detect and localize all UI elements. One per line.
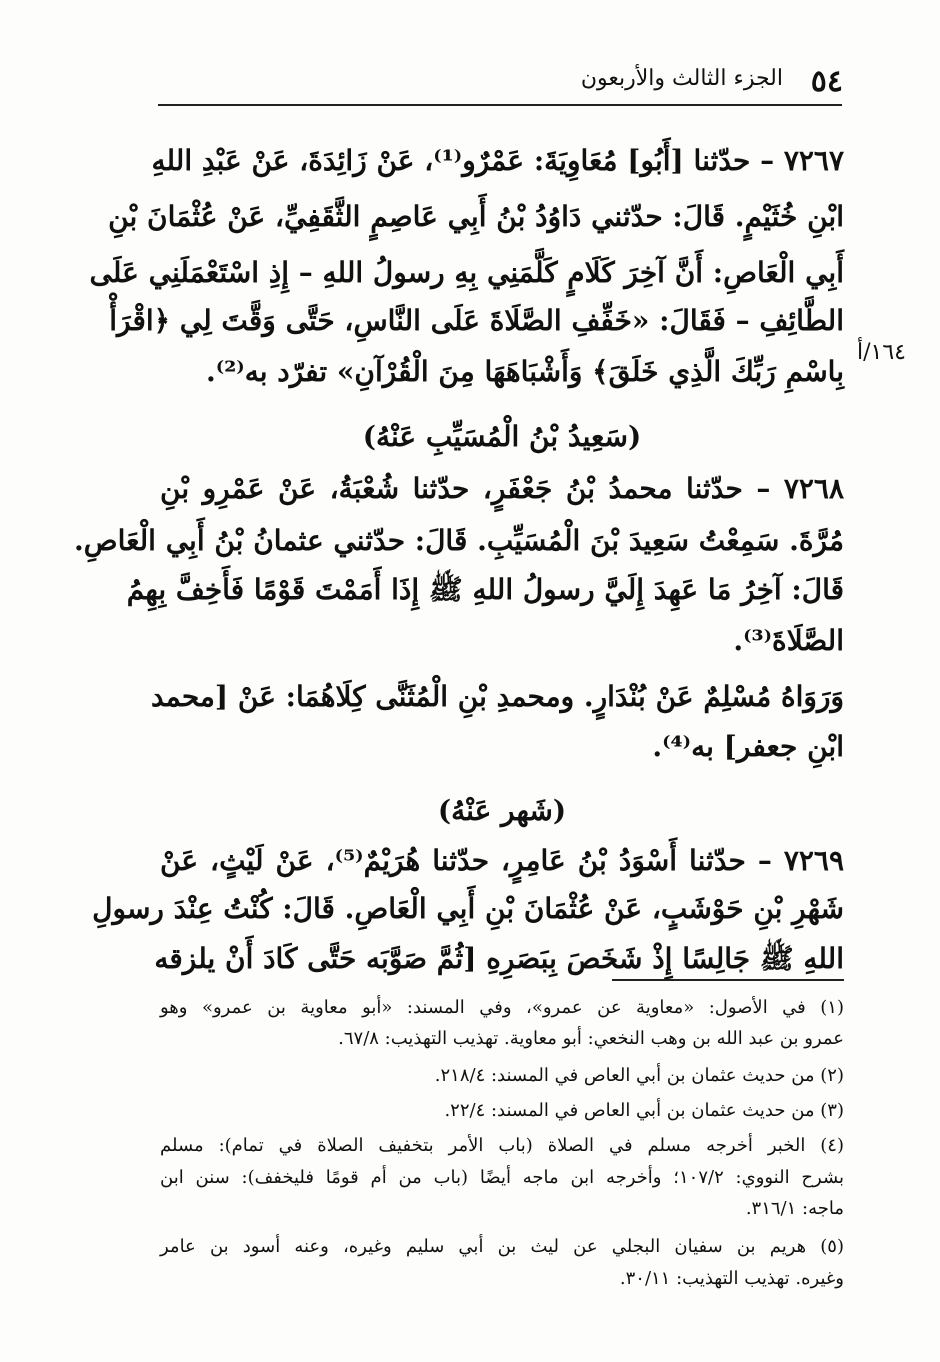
footnote-line: وغيره. تهذيب التهذيب: ٣٠/١١.: [619, 1268, 844, 1289]
hadith-7268-line: ٧٢٦٨ – حدّثنا محمدُ بْنُ جَعْفَرٍ، حدّثنا شُعْبَةُ، عَنْ عَمْرِو بْنِ: [160, 472, 844, 505]
running-title: الجزء الثالث والأربعون: [580, 66, 783, 91]
section-heading-said: (سَعِيدُ بْنُ الْمُسَيِّبِ عَنْهُ): [362, 420, 642, 453]
header-rule: [158, 104, 842, 106]
hadith-7269-line: شَهْرِ بْنِ حَوْشَبٍ، عَنْ عُثْمَانَ بْنِ أَبِي الْعَاصِ. قَالَ: كُنْتُ عِنْدَ رسولِ: [92, 892, 844, 925]
page-number: ٥٤: [810, 64, 843, 99]
hadith-7268-line: مُرَّةَ. سَمِعْتُ سَعِيدَ بْنَ الْمُسَيِّبِ. قَالَ: حدّثني عثمانُ بْنُ أَبِي الْعَاصِ.: [74, 524, 844, 557]
riwaya-line: وَرَوَاهُ مُسْلِمٌ عَنْ بُنْدَارٍ. ومحمدِ بْنِ الْمُثَنَّى كِلَاهُمَا: عَنْ [محمد: [150, 680, 844, 713]
section-heading-shahr: (شَهر عَنْهُ): [437, 794, 567, 827]
footnote-line: (٤) الخبر أخرجه مسلم في الصلاة (باب الأمر بتخفيف الصلاة في تمام): مسلم: [160, 1135, 844, 1156]
manuscript-folio-note: ١٦٤/أ: [857, 340, 906, 365]
hadith-7268-line: قَالَ: آخِرُ مَا عَهِدَ إِلَيَّ رسولُ اللهِ ﷺ إِذَا أَمَمْتَ قَوْمًا فَأَخِفَّ بِهِمُ: [126, 573, 844, 606]
hadith-7269-line: ٧٢٦٩ – حدّثنا أَسْوَدُ بْنُ عَامِرٍ، حدّثنا هُرَيْمٌ⁽⁵⁾، عَنْ لَيْثٍ، عَنْ: [160, 844, 844, 877]
hadith-7267-line: الطَّائِفِ – فَقَالَ: «خَفِّفِ الصَّلَاةَ عَلَى النَّاسِ، حَتَّى وَقَّتَ لِي ﴿اقْرَأْ: [109, 304, 844, 337]
hadith-7267-line: ابْنِ خُثَيْمٍ. قَالَ: حدّثني دَاوُدُ بْنُ أَبِي عَاصِمٍ الثَّقَفِيِّ، عَنْ عُثْمَانَ بْنِ: [108, 200, 844, 233]
footnote-rule: [612, 979, 844, 981]
page-header: [160, 62, 843, 102]
riwaya-line: ابْنِ جعفر] به⁽⁴⁾.: [652, 730, 844, 763]
footnote-line: بشرح النووي: ١٠٧/٢؛ وأخرجه ابن ماجه أيضًا (باب من أم قومًا فليخفف): سنن ابن: [160, 1167, 845, 1188]
hadith-7268-line: الصَّلَاةَ⁽³⁾.: [733, 624, 844, 657]
hadith-7267-line: ٧٢٦٧ – حدّثنا [أَبُو] مُعَاوِيَةَ: عَمْرٌو⁽¹⁾، عَنْ زَائِدَةَ، عَنْ عَبْدِ اللهِ: [151, 144, 844, 177]
footnote-line: (١) في الأصول: «معاوية عن عمرو»، وفي المسند: «أبو معاوية بن عمرو» وهو: [160, 997, 844, 1018]
footnote-line: (٢) من حديث عثمان بن أبي العاص في المسند: ٢١٨/٤.: [434, 1065, 844, 1086]
footnote-line: (٥) هريم بن سفيان البجلي عن ليث بن أبي سليم وغيره، وعنه أسود بن عامر: [160, 1236, 844, 1257]
footnote-line: عمرو بن عبد الله بن وهب النخعي: أبو معاوية. تهذيب التهذيب: ٦٧/٨.: [338, 1028, 844, 1049]
footnote-line: (٣) من حديث عثمان بن أبي العاص في المسند: ٢٢/٤.: [444, 1100, 844, 1121]
hadith-7269-line: اللهِ ﷺ جَالِسًا إِذْ شَخَصَ بِبَصَرِهِ [ثُمَّ صَوَّبَه حَتَّى كَادَ أَنْ يلزقه: [154, 942, 844, 975]
footnote-line: ماجه: ٣١٦/١.: [745, 1198, 844, 1219]
hadith-7267-line: أَبِي الْعَاصِ: أَنَّ آخِرَ كَلَامٍ كَلَّمَنِي بِهِ رسولُ اللهِ – إِذِ اسْتَعْمَلَنِي عَلَى: [89, 256, 844, 289]
hadith-7267-line: بِاسْمِ رَبِّكَ الَّذِي خَلَقَ﴾ وَأَشْبَاهَهَا مِنَ الْقُرْآنِ» تفرّد به⁽²⁾.: [206, 355, 844, 388]
